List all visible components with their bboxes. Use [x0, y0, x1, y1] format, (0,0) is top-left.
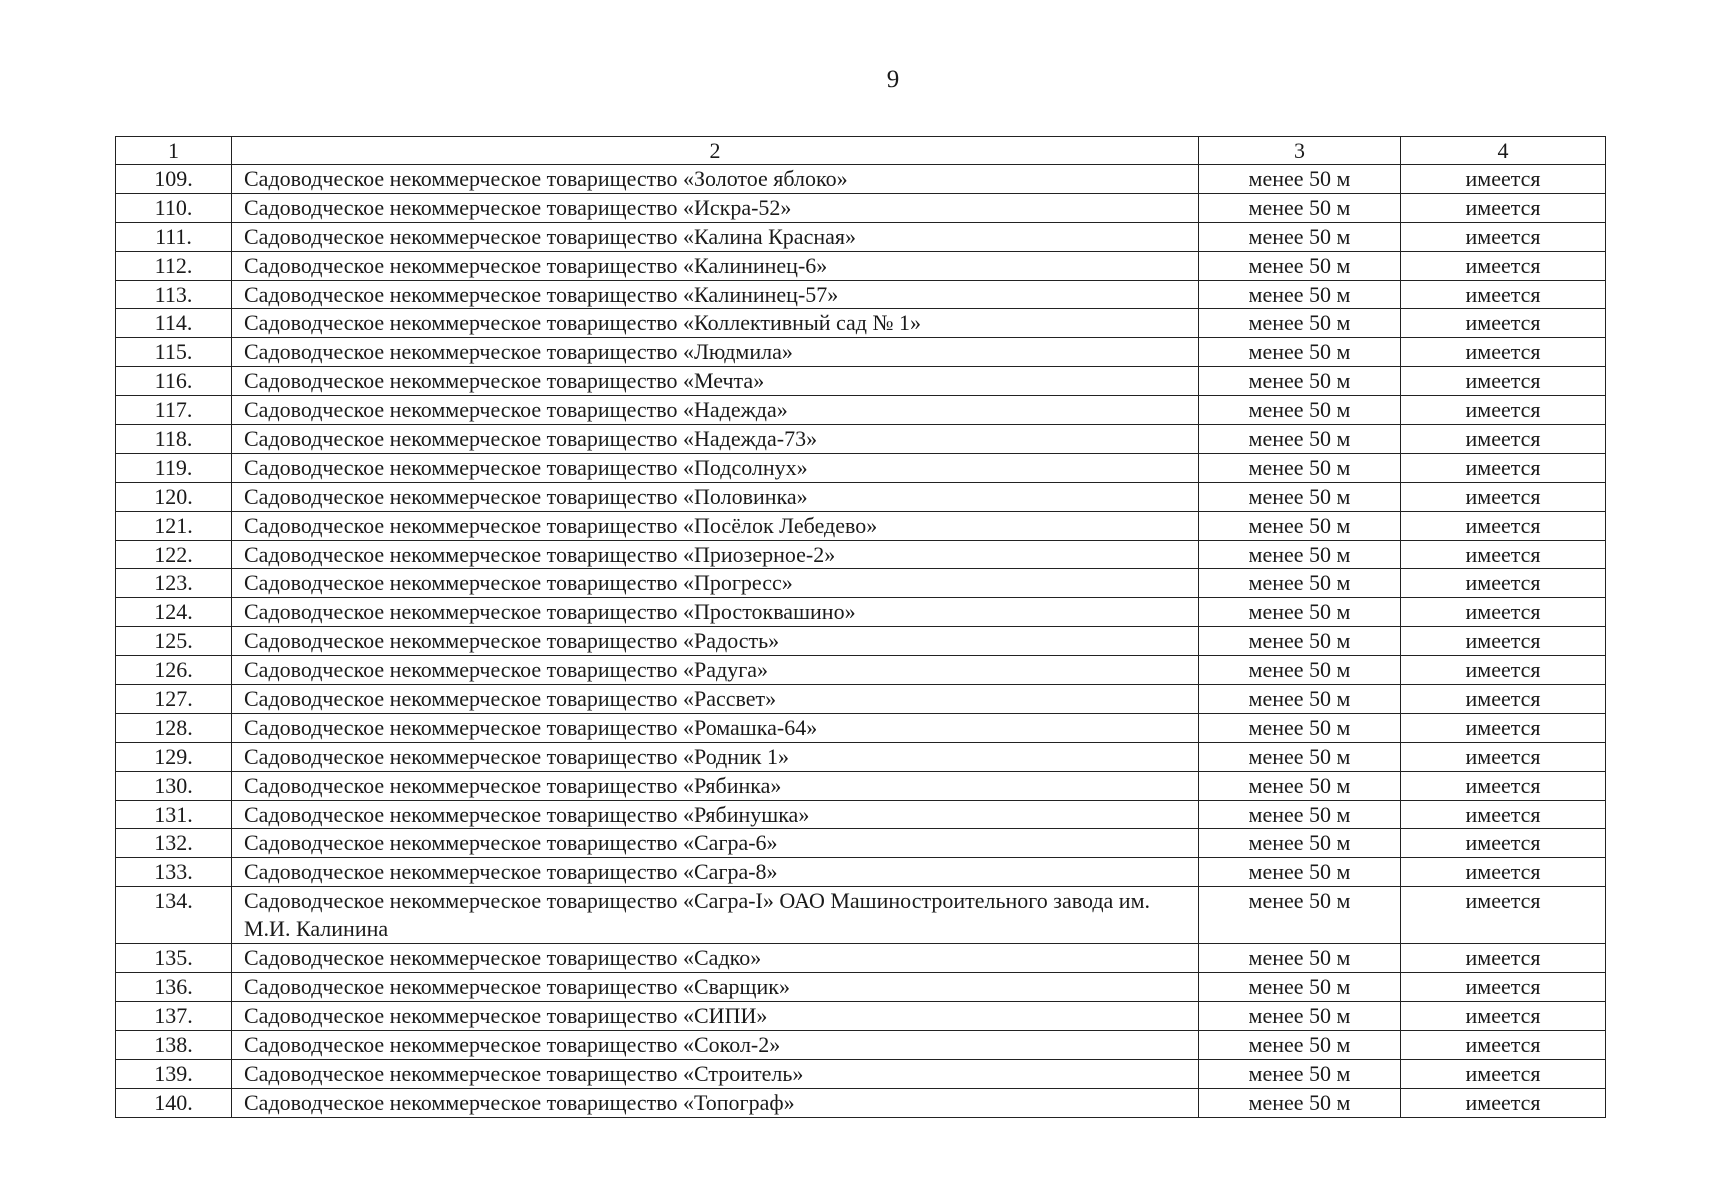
row-availability: имеется: [1401, 858, 1606, 887]
row-name: Садоводческое некоммерческое товарищество «Людмила»: [232, 338, 1199, 367]
table-row: [116, 251, 1606, 280]
table-row: [116, 453, 1606, 482]
row-availability: имеется: [1401, 540, 1606, 569]
row-distance: менее 50 м: [1199, 800, 1401, 829]
row-number: 139.: [116, 1059, 232, 1088]
table-row: [116, 222, 1606, 251]
table-row: [116, 1030, 1606, 1059]
row-name: Садоводческое некоммерческое товарищество «Золотое яблоко»: [232, 165, 1199, 194]
row-availability: имеется: [1401, 1059, 1606, 1088]
row-number: 123.: [116, 569, 232, 598]
row-name: Садоводческое некоммерческое товарищество «Родник 1»: [232, 742, 1199, 771]
table-row: [116, 425, 1606, 454]
row-availability: имеется: [1401, 829, 1606, 858]
row-name: Садоводческое некоммерческое товарищество «Калининец-57»: [232, 280, 1199, 309]
header-col-3: 3: [1199, 137, 1401, 165]
row-number: 133.: [116, 858, 232, 887]
row-availability: имеется: [1401, 309, 1606, 338]
row-distance: менее 50 м: [1199, 944, 1401, 973]
header-col-2: 2: [232, 137, 1199, 165]
header-col-4: 4: [1401, 137, 1606, 165]
row-distance: менее 50 м: [1199, 222, 1401, 251]
row-number: 113.: [116, 280, 232, 309]
row-number: 112.: [116, 251, 232, 280]
row-name: Садоводческое некоммерческое товарищество «Калина Красная»: [232, 222, 1199, 251]
row-name: Садоводческое некоммерческое товарищество «Сагра-8»: [232, 858, 1199, 887]
table-row: [116, 1088, 1606, 1117]
table-row: [116, 193, 1606, 222]
row-distance: менее 50 м: [1199, 742, 1401, 771]
row-availability: имеется: [1401, 598, 1606, 627]
table-row: [116, 742, 1606, 771]
row-availability: имеется: [1401, 165, 1606, 194]
row-number: 109.: [116, 165, 232, 194]
row-distance: менее 50 м: [1199, 453, 1401, 482]
row-name: Садоводческое некоммерческое товарищество «Рябинка»: [232, 771, 1199, 800]
row-distance: менее 50 м: [1199, 338, 1401, 367]
row-availability: имеется: [1401, 1030, 1606, 1059]
row-number: 126.: [116, 656, 232, 685]
table-body: [116, 137, 1606, 1118]
table-row: [116, 973, 1606, 1002]
row-distance: менее 50 м: [1199, 251, 1401, 280]
row-availability: имеется: [1401, 627, 1606, 656]
table-row: [116, 280, 1606, 309]
table-row: [116, 627, 1606, 656]
row-availability: имеется: [1401, 482, 1606, 511]
row-number: 119.: [116, 453, 232, 482]
table-row: [116, 887, 1606, 944]
row-number: 115.: [116, 338, 232, 367]
table-row: [116, 396, 1606, 425]
row-availability: имеется: [1401, 222, 1606, 251]
row-number: 125.: [116, 627, 232, 656]
row-distance: менее 50 м: [1199, 1059, 1401, 1088]
row-name: Садоводческое некоммерческое товарищество «Искра-52»: [232, 193, 1199, 222]
row-name: Садоводческое некоммерческое товарищество «Прогресс»: [232, 569, 1199, 598]
row-number: 121.: [116, 511, 232, 540]
row-number: 117.: [116, 396, 232, 425]
row-number: 111.: [116, 222, 232, 251]
table-row: [116, 944, 1606, 973]
row-distance: менее 50 м: [1199, 396, 1401, 425]
row-name: Садоводческое некоммерческое товарищество «Садко»: [232, 944, 1199, 973]
row-distance: менее 50 м: [1199, 367, 1401, 396]
row-number: 110.: [116, 193, 232, 222]
row-availability: имеется: [1401, 1002, 1606, 1031]
row-availability: имеется: [1401, 280, 1606, 309]
table-row: [116, 713, 1606, 742]
row-number: 136.: [116, 973, 232, 1002]
row-number: 135.: [116, 944, 232, 973]
row-name: Садоводческое некоммерческое товарищество «Посёлок Лебедево»: [232, 511, 1199, 540]
row-availability: имеется: [1401, 973, 1606, 1002]
table-row: [116, 165, 1606, 194]
row-name: Садоводческое некоммерческое товарищество «Мечта»: [232, 367, 1199, 396]
row-availability: имеется: [1401, 771, 1606, 800]
row-availability: имеется: [1401, 338, 1606, 367]
row-name: Садоводческое некоммерческое товарищество «Строитель»: [232, 1059, 1199, 1088]
row-distance: менее 50 м: [1199, 685, 1401, 714]
row-availability: имеется: [1401, 569, 1606, 598]
row-number: 127.: [116, 685, 232, 714]
table-row: [116, 829, 1606, 858]
row-name: Садоводческое некоммерческое товарищество «Радость»: [232, 627, 1199, 656]
row-name: Садоводческое некоммерческое товарищество «Радуга»: [232, 656, 1199, 685]
row-name: Садоводческое некоммерческое товарищество «Калининец-6»: [232, 251, 1199, 280]
row-name: Садоводческое некоммерческое товарищество «Надежда-73»: [232, 425, 1199, 454]
table-row: [116, 1002, 1606, 1031]
row-name: Садоводческое некоммерческое товарищество «Приозерное-2»: [232, 540, 1199, 569]
table-row: [116, 338, 1606, 367]
row-availability: имеется: [1401, 453, 1606, 482]
row-availability: имеется: [1401, 251, 1606, 280]
row-distance: менее 50 м: [1199, 713, 1401, 742]
row-availability: имеется: [1401, 193, 1606, 222]
row-name: Садоводческое некоммерческое товарищество «Подсолнух»: [232, 453, 1199, 482]
row-distance: менее 50 м: [1199, 280, 1401, 309]
row-distance: менее 50 м: [1199, 165, 1401, 194]
row-availability: имеется: [1401, 742, 1606, 771]
table-row: [116, 771, 1606, 800]
row-number: 129.: [116, 742, 232, 771]
row-number: 138.: [116, 1030, 232, 1059]
row-distance: менее 50 м: [1199, 887, 1401, 944]
row-distance: менее 50 м: [1199, 511, 1401, 540]
row-availability: имеется: [1401, 887, 1606, 944]
row-distance: менее 50 м: [1199, 540, 1401, 569]
row-distance: менее 50 м: [1199, 627, 1401, 656]
row-number: 140.: [116, 1088, 232, 1117]
page-number: 9: [886, 66, 900, 93]
row-distance: менее 50 м: [1199, 193, 1401, 222]
row-number: 114.: [116, 309, 232, 338]
row-availability: имеется: [1401, 511, 1606, 540]
row-number: 131.: [116, 800, 232, 829]
row-name: Садоводческое некоммерческое товарищество «Сварщик»: [232, 973, 1199, 1002]
row-name: Садоводческое некоммерческое товарищество «Рябинушка»: [232, 800, 1199, 829]
row-distance: менее 50 м: [1199, 1030, 1401, 1059]
table-row: [116, 309, 1606, 338]
row-distance: менее 50 м: [1199, 598, 1401, 627]
row-number: 134.: [116, 887, 232, 944]
row-availability: имеется: [1401, 800, 1606, 829]
row-number: 132.: [116, 829, 232, 858]
row-name: Садоводческое некоммерческое товарищество «Ромашка-64»: [232, 713, 1199, 742]
row-availability: имеется: [1401, 944, 1606, 973]
row-distance: менее 50 м: [1199, 425, 1401, 454]
row-distance: менее 50 м: [1199, 771, 1401, 800]
table-row: [116, 511, 1606, 540]
table-row: [116, 569, 1606, 598]
row-name: Садоводческое некоммерческое товарищество «Топограф»: [232, 1088, 1199, 1117]
row-distance: менее 50 м: [1199, 858, 1401, 887]
row-number: 118.: [116, 425, 232, 454]
table-header-row: [116, 137, 1606, 165]
row-name: Садоводческое некоммерческое товарищество «Сагра-6»: [232, 829, 1199, 858]
row-distance: менее 50 м: [1199, 829, 1401, 858]
row-name: Садоводческое некоммерческое товарищество «Сагра-I» ОАО Машиностроительного завода им. М.И. Калинина: [232, 887, 1199, 944]
row-distance: менее 50 м: [1199, 1002, 1401, 1031]
row-distance: менее 50 м: [1199, 482, 1401, 511]
row-number: 137.: [116, 1002, 232, 1031]
row-name: Садоводческое некоммерческое товарищество «Сокол-2»: [232, 1030, 1199, 1059]
table-row: [116, 482, 1606, 511]
row-number: 116.: [116, 367, 232, 396]
row-availability: имеется: [1401, 656, 1606, 685]
table-row: [116, 598, 1606, 627]
row-distance: менее 50 м: [1199, 569, 1401, 598]
row-availability: имеется: [1401, 425, 1606, 454]
row-availability: имеется: [1401, 713, 1606, 742]
row-name: Садоводческое некоммерческое товарищество «СИПИ»: [232, 1002, 1199, 1031]
row-number: 120.: [116, 482, 232, 511]
row-name: Садоводческое некоммерческое товарищество «Половинка»: [232, 482, 1199, 511]
row-number: 122.: [116, 540, 232, 569]
row-number: 130.: [116, 771, 232, 800]
table-row: [116, 800, 1606, 829]
table-row: [116, 858, 1606, 887]
table-row: [116, 1059, 1606, 1088]
row-number: 124.: [116, 598, 232, 627]
table-row: [116, 685, 1606, 714]
row-distance: менее 50 м: [1199, 656, 1401, 685]
row-distance: менее 50 м: [1199, 973, 1401, 1002]
row-availability: имеется: [1401, 1088, 1606, 1117]
row-number: 128.: [116, 713, 232, 742]
row-availability: имеется: [1401, 685, 1606, 714]
row-distance: менее 50 м: [1199, 1088, 1401, 1117]
row-availability: имеется: [1401, 367, 1606, 396]
table-row: [116, 367, 1606, 396]
row-availability: имеется: [1401, 396, 1606, 425]
row-name: Садоводческое некоммерческое товарищество «Надежда»: [232, 396, 1199, 425]
row-name: Садоводческое некоммерческое товарищество «Рассвет»: [232, 685, 1199, 714]
row-name: Садоводческое некоммерческое товарищество «Простоквашино»: [232, 598, 1199, 627]
header-col-1: 1: [116, 137, 232, 165]
row-name: Садоводческое некоммерческое товарищество «Коллективный сад № 1»: [232, 309, 1199, 338]
table-row: [116, 540, 1606, 569]
data-table: [115, 136, 1606, 1118]
row-distance: менее 50 м: [1199, 309, 1401, 338]
table-row: [116, 656, 1606, 685]
